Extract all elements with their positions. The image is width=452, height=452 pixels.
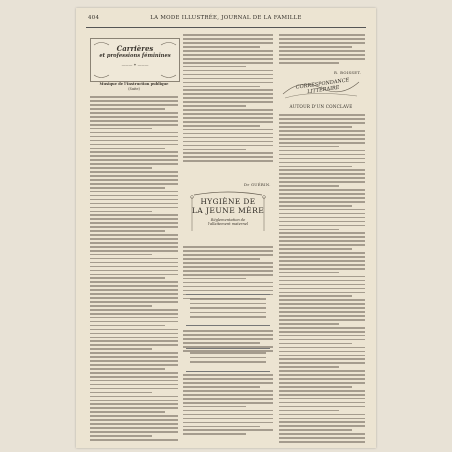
journal-page — [76, 8, 376, 448]
running-title: LA MODE ILLUSTRÉE, JOURNAL DE LA FAMILLE — [150, 15, 302, 21]
column-2-lower-text — [183, 244, 273, 301]
heading-ornament — [91, 39, 179, 81]
hygiene-subtitle-1: Réglementation de — [210, 218, 246, 222]
column-2-top-text — [183, 32, 273, 164]
page-header — [76, 15, 376, 25]
column-1-text — [90, 94, 178, 443]
correspondance-title: CORRESPONDANCE LITTÉRAIRE — [295, 77, 350, 96]
heading-line-1: Carrières — [116, 44, 154, 53]
heading-ornament-line: ——— ✦ ——— — [121, 63, 149, 67]
hygiene-heading-box — [186, 191, 270, 235]
conclave-subtitle: AUTOUR D'UN CONCLAVE — [289, 104, 353, 109]
guerin-signature: Dr GUÉRIN. — [244, 182, 271, 187]
byline: Musique de l'Instruction publique — [99, 82, 169, 86]
column-3-top-text — [279, 32, 365, 66]
hygiene-title-1: HYGIÈNE DE — [200, 197, 256, 206]
column-2-end-text — [183, 372, 273, 437]
boisset-signature: R. BOISSET. — [334, 70, 362, 75]
correspondance-heading — [281, 76, 361, 102]
heading-line-2: et professions féminines — [99, 53, 171, 59]
feeding-table — [186, 294, 270, 326]
hygiene-ornament — [186, 191, 270, 235]
section-mark: (Suite) — [128, 87, 140, 91]
page-number: 404 — [88, 15, 100, 21]
hygiene-title-2: LA JEUNE MÈRE — [191, 206, 265, 215]
carrieres-heading-box — [90, 38, 180, 82]
hygiene-subtitle-2: l'allaitement maternel — [207, 222, 249, 226]
weight-table — [186, 348, 270, 372]
header-rule — [86, 27, 366, 28]
column-3-text — [279, 112, 365, 445]
